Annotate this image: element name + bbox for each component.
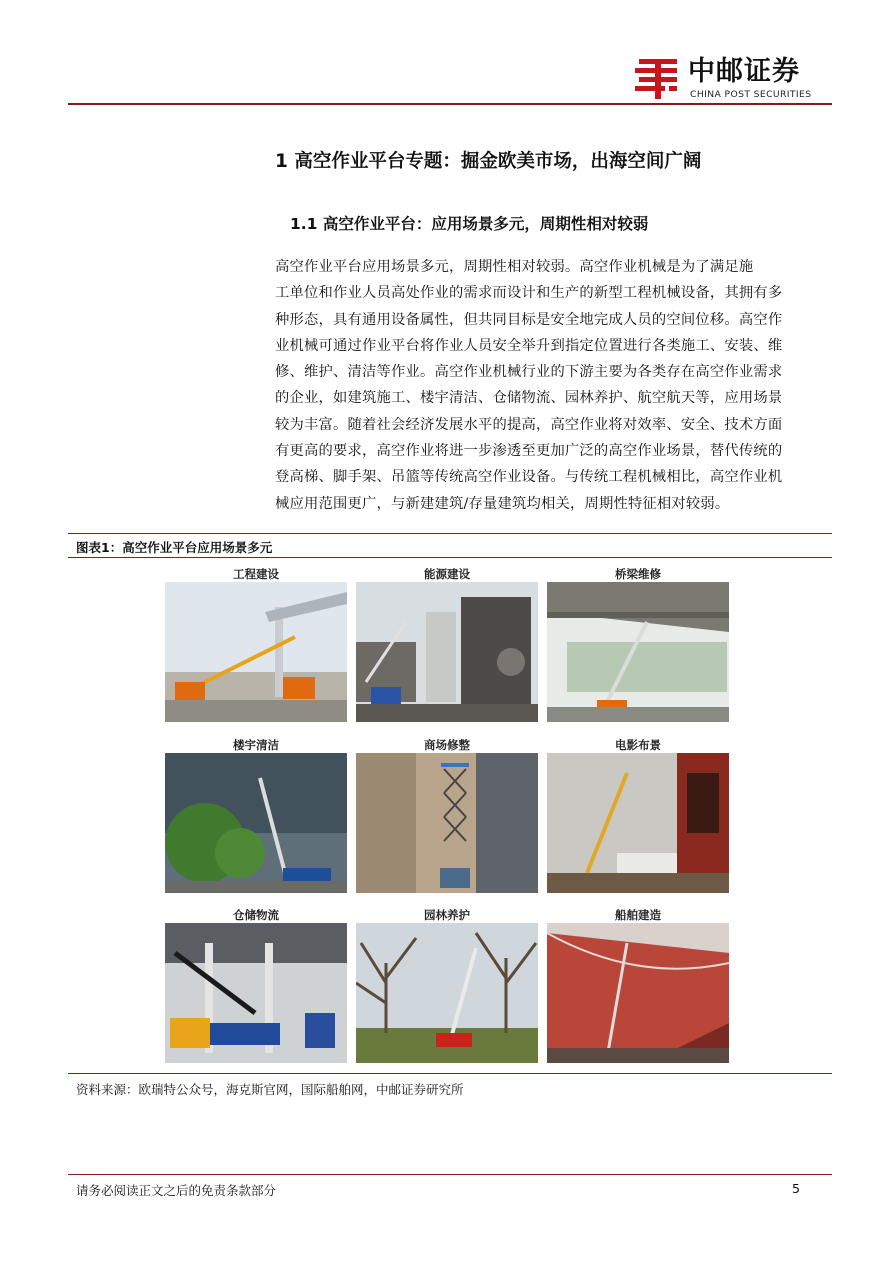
paragraph-line: 种形态，具有通用设备属性，但共同目标是安全地完成人员的空间位移。高空作	[275, 311, 783, 328]
paragraph-line: 的企业，如建筑施工、楼宇清洁、仓储物流、园林养护、航空航天等，应用场景	[275, 390, 783, 407]
paragraph-line: 有更高的要求，高空作业将进一步渗透至更加广泛的高空作业场景，替代传统的	[275, 443, 783, 460]
figure-top-divider	[68, 533, 832, 534]
paragraph-line: 高空作业平台应用场景多元，周期性相对较弱。高空作业机械是为了满足施	[275, 259, 754, 275]
photo-building-cleaning	[165, 753, 347, 893]
logo-english-name: CHINA POST SECURITIES	[690, 89, 812, 100]
paragraph-line: 械应用范围更广，与新建建筑/存量建筑均相关，周期性特征相对较弱。	[275, 495, 730, 512]
photo-engineering-construction	[165, 582, 347, 722]
figure-bottom-divider	[68, 1073, 832, 1074]
page-number: 5	[792, 1181, 800, 1196]
panel-label: 电影布景	[615, 738, 661, 752]
panel-label: 楼宇清洁	[233, 738, 279, 752]
figure-caption: 图表1：高空作业平台应用场景多元	[76, 540, 273, 555]
photo-warehouse-logistics	[165, 923, 347, 1063]
china-post-logo-icon	[633, 55, 681, 99]
logo-chinese-name: 中邮证券	[688, 56, 800, 87]
panel-label: 桥梁维修	[615, 567, 661, 581]
section-subtitle: 1.1 高空作业平台：应用场景多元，周期性相对较弱	[290, 215, 649, 233]
section-title: 1 高空作业平台专题：掘金欧美市场，出海空间广阔	[275, 151, 702, 172]
paragraph-line: 较为丰富。随着社会经济发展水平的提高，高空作业将对效率、安全、技术方面	[275, 416, 783, 433]
panel-label: 商场修整	[424, 738, 470, 752]
photo-film-set	[547, 753, 729, 893]
body-paragraph	[275, 254, 823, 517]
photo-shipbuilding	[547, 923, 729, 1063]
panel-label: 船舶建造	[615, 908, 661, 922]
paragraph-line: 工单位和作业人员高处作业的需求而设计和生产的新型工程机械设备，其拥有多	[275, 285, 783, 302]
company-logo	[633, 55, 833, 103]
footer-disclaimer: 请务必阅读正文之后的免责条款部分	[76, 1183, 277, 1198]
photo-energy-construction	[356, 582, 538, 722]
panel-label: 工程建设	[233, 567, 279, 581]
header-divider	[68, 103, 832, 105]
paragraph-line: 登高梯、脚手架、吊篮等传统高空作业设备。与传统工程机械相比，高空作业机	[275, 469, 783, 486]
paragraph-line: 业机械可通过作业平台将作业人员安全举升到指定位置进行各类施工、安装、维	[275, 337, 783, 354]
figure-caption-divider	[68, 557, 832, 558]
photo-landscaping	[356, 923, 538, 1063]
footer-divider	[68, 1174, 832, 1175]
figure-source: 资料来源：欧瑞特公众号，海克斯官网，国际船舶网，中邮证券研究所	[76, 1082, 464, 1097]
photo-mall-renovation	[356, 753, 538, 893]
panel-label: 园林养护	[424, 908, 470, 922]
panel-label: 仓储物流	[233, 908, 279, 922]
panel-label: 能源建设	[424, 567, 470, 581]
paragraph-line: 修、维护、清洁等作业。高空作业机械行业的下游主要为各类存在高空作业需求	[275, 364, 783, 381]
photo-bridge-maintenance	[547, 582, 729, 722]
